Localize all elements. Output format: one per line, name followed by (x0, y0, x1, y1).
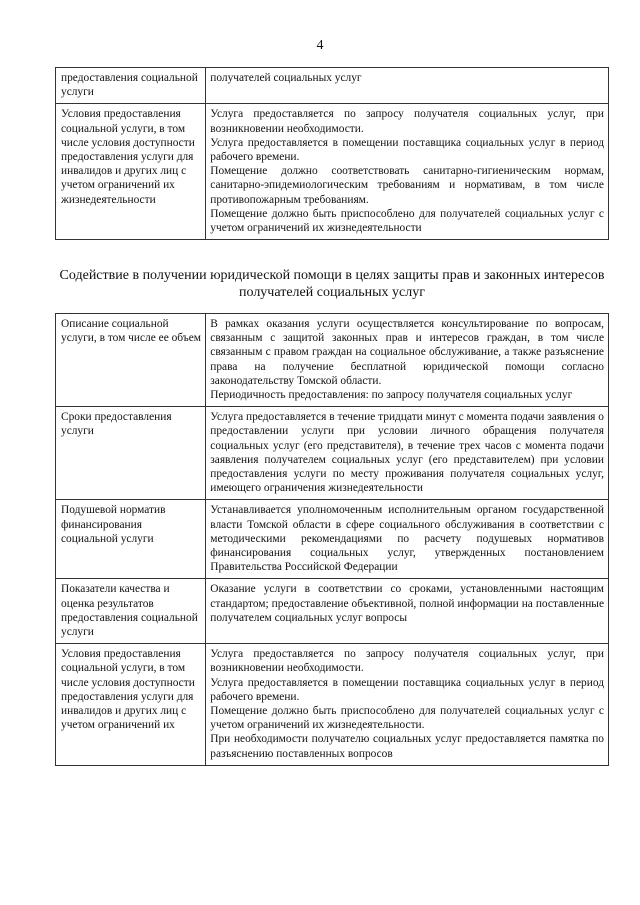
row-label-cell (56, 500, 206, 579)
table-row (56, 104, 609, 240)
row-label: Сроки предоставления услуги (61, 411, 172, 438)
row-label: Описание социальной услуги, в том числе ее объем (61, 318, 201, 345)
row-value-cell (206, 68, 609, 104)
row-paragraph: Услуга предоставляется по запросу получателя социальных услуг, при возникновении необходимости. (210, 108, 604, 135)
service-table-continued (55, 67, 609, 240)
row-value-cell (206, 407, 609, 500)
row-value-cell (206, 314, 609, 407)
table-row (56, 68, 609, 104)
row-label-cell (56, 579, 206, 644)
row-paragraph: Услуга предоставляется по запросу получателя социальных услуг, при возникновении необходимости. (210, 648, 604, 675)
row-label: Условия предоставления социальной услуги, в том числе условия доступности предоставления услуги для инвалидов и других лиц с учетом ограничений их (61, 648, 195, 732)
table-row (56, 644, 609, 766)
row-value-cell (206, 500, 609, 579)
row-paragraph: В рамках оказания услуги осуществляется консультирование по вопросам, связанным с защитой законных прав и интересов граждан, в том числе связанным с правом граждан на социальное обслуживание, а также разъяснение права на получение бесплатной юридической помощи согласно законодательству Томской области. (210, 318, 604, 387)
row-value-cell (206, 644, 609, 766)
section-title: Содействие в получении юридической помощи в целях защиты прав и законных интересов получателей социальных услуг (59, 268, 605, 300)
row-label-cell (56, 68, 206, 104)
table-row (56, 407, 609, 500)
service-table-body (56, 68, 609, 240)
row-value-cell (206, 104, 609, 240)
row-paragraph: Услуга предоставляется в течение тридцати минут с момента подачи заявления о предоставлении услуги при условии личного обращения получателя социальных услуг (его представителя), в течение трех часов с момента подачи заявления получателем социальных услуг (его представителем) при условии предоставления услуги по месту проживания получателя социальных услуг, имеющего ограничения жизнедеятельности (210, 411, 604, 495)
row-paragraph: Помещение должно быть приспособлено для получателей социальных услуг с учетом ограничений их жизнедеятельности. (210, 705, 604, 732)
table-row (56, 579, 609, 644)
row-paragraph: Периодичность предоставления: по запросу получателя социальных услуг (210, 389, 573, 402)
row-label: предоставления социальной услуги (61, 72, 198, 99)
row-value-cell (206, 579, 609, 644)
page-number: 4 (316, 38, 324, 53)
table-row (56, 500, 609, 579)
row-label: Подушевой норматив финансирования социальной услуги (61, 504, 166, 545)
row-label: Условия предоставления социальной услуги, в том числе условия доступности предоставления услуги для инвалидов и других лиц с учетом ограничений их жизнедеятельности (61, 108, 195, 206)
row-label-cell (56, 407, 206, 500)
row-paragraph: Услуга предоставляется в помещении поставщика социальных услуг в период рабочего времени. (210, 136, 604, 164)
row-paragraph: Оказание услуги в соответствии со сроками, установленными настоящим стандартом; предоставление объективной, полной информации на поставленные получателем социальных услуг вопросы (210, 583, 604, 624)
row-label-cell (56, 644, 206, 766)
row-label-cell (56, 104, 206, 240)
row-label: Показатели качества и оценка результатов предоставления социальной услуги (61, 583, 198, 639)
row-paragraph: Помещение должно соответствовать санитарно-гигиеническим нормам, санитарно-эпидемиологическим требованиям и нормативам, в том числе противопожарным требованиям. (210, 165, 604, 206)
row-paragraph: получателей социальных услуг (210, 72, 362, 84)
table-row (56, 314, 609, 407)
row-label-cell (56, 314, 206, 407)
service-table-legal-aid (55, 313, 609, 766)
row-paragraph: Помещение должно быть приспособлено для получателей социальных услуг с учетом ограничений их жизнедеятельности (210, 207, 604, 235)
row-paragraph: При необходимости получателю социальных услуг предоставляется памятка по разъяснению поставленных вопросов (210, 733, 604, 760)
row-paragraph: Устанавливается уполномоченным исполнительным органом государственной власти Томской области в сфере социального обслуживания в соответствии с методическими рекомендациями по расчету подушевых нормативов финансирования социальных услуг, утвержденных постановлением Правительства Российской Федерации (210, 504, 604, 574)
service-table-body (56, 314, 609, 766)
row-paragraph: Услуга предоставляется в помещении поставщика социальных услуг в период рабочего времени. (210, 676, 604, 703)
